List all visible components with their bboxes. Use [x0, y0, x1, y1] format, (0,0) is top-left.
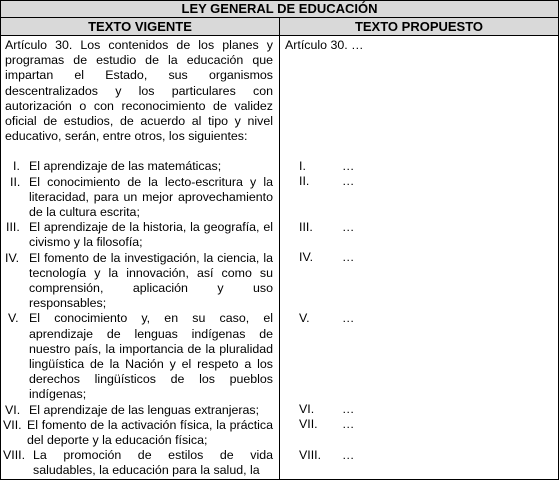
propuesto-item: [285, 448, 552, 463]
header-texto-propuesto: TEXTO PROPUESTO: [280, 18, 559, 36]
propuesto-item: [285, 311, 552, 326]
header-texto-vigente: TEXTO VIGENTE: [1, 18, 280, 36]
item-numeral: III.: [6, 220, 20, 235]
propuesto-item: [285, 220, 552, 235]
vigente-article-intro: Artículo 30. Los contenidos de los planes y programas de estudio de la educación que impartan el Estado, sus organismos descentralizados y los particulares con autorización o con reconocimiento de validez oficial de estudios, de acuerdo al tipo y nivel educativo, serán, entre otros, los siguientes:: [5, 38, 273, 144]
item-text: El conocimiento de la lecto-escritura y la literacidad, para un mejor aprovechamiento de la cultura escrita;: [29, 174, 273, 220]
propuesto-article-intro: Artículo 30. …: [285, 38, 364, 52]
vigente-column: [1, 36, 280, 480]
propuesto-item: [285, 159, 552, 174]
item-text: La promoción de estilos de vida saludables, la educación para la salud, la: [33, 448, 273, 478]
vigente-item: [5, 311, 273, 402]
item-ellipsis: …: [342, 159, 355, 173]
item-numeral: VI.: [299, 402, 315, 417]
item-text: El aprendizaje de las matemáticas;: [29, 159, 222, 174]
item-text: El aprendizaje de la historia, la geografía, el civismo y la filosofía;: [29, 220, 273, 250]
document-title: LEY GENERAL DE EDUCACIÓN: [1, 1, 559, 18]
vigente-item: [5, 403, 273, 418]
propuesto-item: [285, 174, 552, 189]
item-ellipsis: …: [342, 250, 355, 265]
item-numeral: II.: [299, 174, 310, 189]
item-ellipsis: …: [342, 417, 355, 432]
vigente-item: [5, 418, 273, 448]
propuesto-item: [285, 402, 552, 417]
vigente-item: [5, 175, 273, 221]
item-numeral: V.: [299, 310, 310, 325]
item-ellipsis: …: [342, 219, 355, 234]
item-numeral: VI.: [5, 402, 21, 417]
item-numeral: I.: [299, 159, 306, 173]
propuesto-column: [280, 36, 559, 480]
item-numeral: VIII.: [299, 447, 322, 462]
item-numeral: I.: [13, 159, 20, 174]
vigente-item: [5, 448, 273, 478]
item-ellipsis: …: [342, 447, 355, 462]
item-numeral: II.: [10, 174, 21, 189]
item-text: El aprendizaje de las lenguas extranjeras;: [29, 402, 260, 417]
item-ellipsis: …: [342, 174, 355, 189]
vigente-item: [5, 251, 273, 312]
item-numeral: VIII.: [3, 448, 26, 463]
item-numeral: VII.: [299, 417, 318, 432]
item-text: El fomento de la investigación, la ciencia, la tecnología y la innovación, así como su comprensión, aplicación y uso responsables;: [29, 250, 273, 311]
item-numeral: IV.: [299, 250, 314, 265]
item-ellipsis: …: [342, 402, 355, 417]
vigente-item: [5, 159, 273, 174]
item-text: El conocimiento y, en su caso, el aprendizaje de lenguas indígenas de nuestro país, la importancia de la pluralidad lingüística de la Nación y el respeto a los derechos lingüísticos de los pueblos indígenas;: [29, 311, 273, 402]
item-text: El fomento de la activación física, la práctica del deporte y la educación física;: [27, 417, 273, 448]
item-numeral: VII.: [3, 417, 22, 432]
propuesto-item: [285, 250, 552, 265]
item-numeral: IV.: [5, 250, 20, 265]
propuesto-item: [285, 417, 552, 432]
vigente-item: [5, 220, 273, 250]
item-ellipsis: …: [342, 310, 355, 325]
propuesto-intro-block: [285, 38, 552, 159]
item-numeral: V.: [8, 311, 19, 326]
item-numeral: III.: [299, 219, 313, 234]
